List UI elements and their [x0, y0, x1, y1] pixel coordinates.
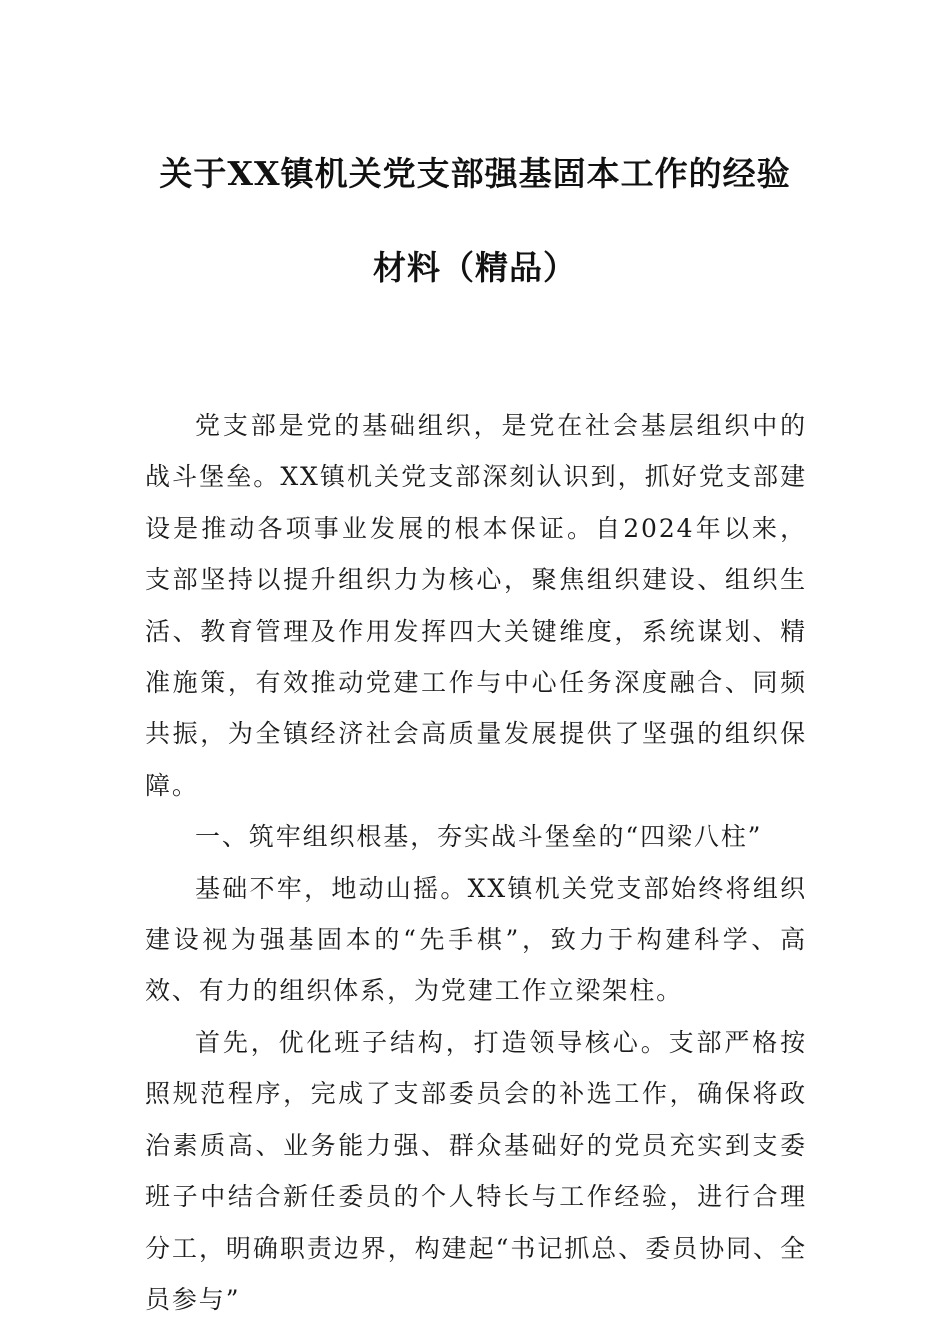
document-body — [145, 400, 807, 1325]
paragraph-intro: 党支部是党的基础组织，是党在社会基层组织中的战斗堡垒。XX镇机关党支部深刻认识到，抓好党支部建设是推动各项事业发展的根本保证。自2024年以来，支部坚持以提升组织力为核心，聚焦组织建设、组织生活、教育管理及作用发挥四大关键维度，系统谋划、精准施策，有效推动党建工作与中心任务深度融合、同频共振，为全镇经济社会高质量发展提供了坚强的组织保障。 — [145, 411, 807, 800]
document-title-line-2: 材料（精品） — [373, 248, 577, 287]
paragraph-leadership: 首先，优化班子结构，打造领导核心。支部严格按照规范程序，完成了支部委员会的补选工作，确保将政治素质高、业务能力强、群众基础好的党员充实到支委班子中结合新任委员的个人特长与工作经验，进行合理分工，明确职责边界，构建起“书记抓总、委员协同、全员参与” — [145, 1027, 807, 1314]
paragraph-foundation: 基础不牢，地动山摇。XX镇机关党支部始终将组织建设视为强基固本的“先手棋”，致力于构建科学、高效、有力的组织体系，为党建工作立梁架柱。 — [145, 873, 807, 1006]
document-title-line-1: 关于XX镇机关党支部强基固本工作的经验 — [159, 154, 791, 193]
section-heading-1: 一、筑牢组织根基，夯实战斗堡垒的“四梁八柱” — [195, 822, 763, 852]
